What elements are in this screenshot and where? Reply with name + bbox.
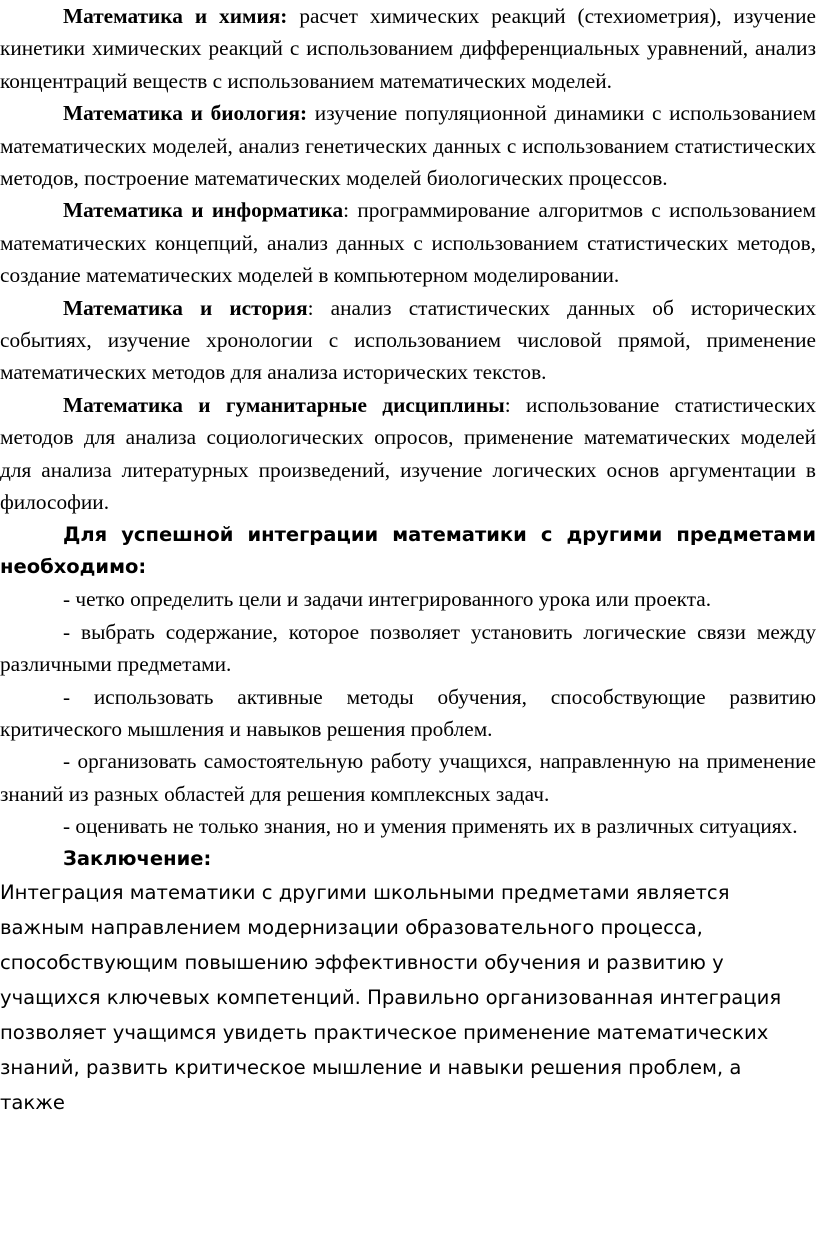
- conclusion-line: важным направлением модернизации образовательного процесса,: [0, 915, 703, 939]
- list-item: - оценивать не только знания, но и умения применять их в различных ситуациях.: [63, 814, 798, 839]
- paragraph-text: изучение популяционной динамики с использованием математических моделей, анализ генетических данных с использованием статистических методов, построение математических моделей биологических процессов.: [0, 101, 816, 191]
- paragraph-math-chemistry: [0, 0, 816, 97]
- paragraph-math-informatics: [0, 194, 816, 291]
- conclusion-heading: Заключение:: [63, 846, 212, 870]
- paragraph-text: : анализ статистических данных об исторических событиях, изучение хронологии с использованием числовой прямой, применение математических методов для анализа исторических текстов.: [0, 295, 816, 385]
- topic-label: Математика и химия:: [63, 4, 288, 28]
- paragraph-math-humanities: [0, 389, 816, 519]
- list-item: - выбрать содержание, которое позволяет установить логические связи между различными предметами.: [0, 619, 816, 677]
- paragraph-math-history: [0, 292, 816, 389]
- paragraph-math-biology: [0, 97, 816, 194]
- paragraph-text: : программирование алгоритмов с использованием математических концепций, анализ данных с использованием статистических методов, создание математических моделей в компьютерном моделировании.: [0, 198, 816, 288]
- conclusion-line: Интеграция математики с другими школьными предметами является: [0, 880, 730, 904]
- topic-label: Математика и гуманитарные дисциплины: [63, 392, 505, 417]
- conclusion-line: способствующим повышению эффективности обучения и развитию у: [0, 950, 724, 974]
- paragraph-text: расчет химических реакций (стехиометрия), изучение кинетики химических реакций с использованием дифференциальных уравнений, анализ концентраций веществ с использованием математических моделей.: [0, 4, 816, 93]
- list-item: - организовать самостоятельную работу учащихся, направленную на применение знаний из разных областей для решения комплексных задач.: [0, 749, 816, 806]
- topic-label: Математика и информатика: [63, 198, 344, 223]
- conclusion-line: позволяет учащимся увидеть практическое применение математических: [0, 1020, 769, 1044]
- list-item: - использовать активные методы обучения, способствующие развитию критического мышления и навыков решения проблем.: [0, 684, 816, 741]
- integration-heading: Для успешной интеграции математики с другими предметами необходимо:: [0, 522, 816, 578]
- paragraph-text: : использование статистических методов для анализа социологических опросов, применение математических моделей для анализа литературных произведений, изучение логических основ аргументации в философии.: [0, 392, 816, 515]
- topic-label: Математика и биология:: [63, 101, 308, 126]
- conclusion-line: учащихся ключевых компетенций. Правильно организованная интеграция: [0, 985, 782, 1009]
- conclusion-text: [0, 875, 816, 1120]
- conclusion-line: знаний, развить критическое мышление и навыки решения проблем, а также: [0, 1055, 742, 1114]
- list-item: - четко определить цели и задачи интегрированного урока или проекта.: [63, 587, 712, 612]
- topic-label: Математика и история: [63, 295, 308, 320]
